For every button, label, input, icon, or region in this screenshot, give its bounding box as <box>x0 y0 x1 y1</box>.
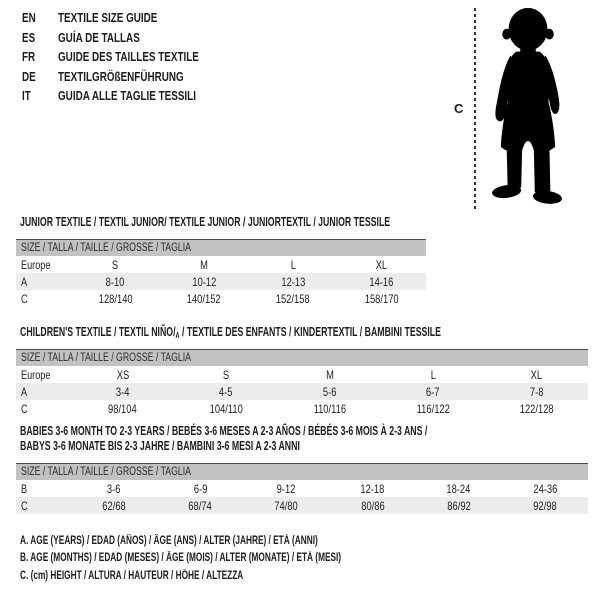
table-cell: 116/122 <box>416 401 450 416</box>
height-marker-dotted-line <box>474 8 476 210</box>
language-guide-title: TEXTILE SIZE GUIDE <box>58 10 158 26</box>
row-label: C <box>21 291 28 306</box>
table-cell: S <box>112 257 119 272</box>
height-marker-label: C <box>454 101 464 116</box>
table-cell: 12-18 <box>360 481 385 496</box>
table-cell: 9-12 <box>277 481 296 496</box>
table-cell: 158/170 <box>364 291 399 306</box>
language-code: EN <box>22 10 36 26</box>
table-cell: L <box>430 367 436 382</box>
table-row <box>16 273 426 290</box>
table-cell: XL <box>530 367 543 382</box>
table-cell: 10-12 <box>192 274 217 289</box>
babies-table-title-line1: BABIES 3-6 MONTH TO 2-3 YEARS / BEBÉS 3-6 MESES A 2-3 AÑOS / BÉBÉS 3-6 MOIS À 2-3 ANS / <box>20 424 428 438</box>
table-cell: 74/80 <box>274 498 299 513</box>
row-label: B <box>21 481 28 496</box>
language-guide-title: TEXTILGRÖßENFÜHRUNG <box>58 68 184 84</box>
table-cell: 7-8 <box>529 384 544 399</box>
footnote-b: B. AGE (MONTHS) / EDAD (MESES) / ÂGE (MOIS) / ALTER (MONATE) / ETÀ (MESI) <box>20 552 342 565</box>
size-header-label: SIZE / TALLA / TAILLE / GRÖSSE / TAGLIA <box>21 466 192 478</box>
table-cell: 24-36 <box>532 481 557 496</box>
table-cell: 5-6 <box>322 384 337 399</box>
language-row <box>22 47 243 67</box>
table-cell: 80/86 <box>360 498 385 513</box>
footnote-c: C. (cm) HEIGHT / ALTURA / HAUTEUR / HÖHE / ALTEZZA <box>20 569 244 582</box>
table-cell: 98/104 <box>108 401 138 416</box>
row-label: Europe <box>21 257 51 272</box>
row-label: Europe <box>21 367 51 382</box>
footnotes <box>20 533 466 585</box>
table-row <box>16 400 588 417</box>
table-cell: 3-6 <box>107 481 121 496</box>
table-cell: 104/110 <box>209 401 243 416</box>
table-cell: XS <box>116 367 129 382</box>
size-header-label: SIZE / TALLA / TAILLE / GRÖSSE / TAGLIA <box>21 242 192 254</box>
language-row <box>22 8 243 28</box>
language-row <box>22 86 243 106</box>
table-row <box>16 480 588 497</box>
row-label: A <box>21 384 28 399</box>
table-cell: 4-5 <box>219 384 233 399</box>
toddler-silhouette-image <box>481 5 575 211</box>
table-row <box>16 290 426 307</box>
language-code: IT <box>22 88 31 104</box>
size-header-label: SIZE / TALLA / TAILLE / GRÖSSE / TAGLIA <box>21 352 192 364</box>
junior-table-title <box>20 215 390 230</box>
table-cell: 12-13 <box>280 274 305 289</box>
children-size-table <box>16 349 588 417</box>
table-cell: 6-7 <box>426 384 440 399</box>
footnote-a: A. AGE (YEARS) / EDAD (AÑOS) / ÂGE (ANS) / ALTER (JAHRE) / ETÀ (ANNI) <box>20 535 318 547</box>
size-header-bar <box>16 240 426 256</box>
table-cell: 62/68 <box>102 498 126 513</box>
table-row <box>16 383 588 400</box>
table-cell: 86/92 <box>447 498 471 513</box>
language-guide-title: GUIDA ALLE TAGLIE TESSILI <box>58 88 196 104</box>
language-code: DE <box>22 68 36 84</box>
size-header-bar <box>16 464 588 480</box>
table-cell: 110/116 <box>313 401 346 416</box>
row-label: C <box>21 498 28 513</box>
language-code: ES <box>22 29 36 45</box>
table-cell: S <box>222 367 230 382</box>
language-code: FR <box>22 49 36 65</box>
language-row <box>22 67 243 87</box>
row-label: A <box>21 274 28 289</box>
table-row <box>16 366 588 383</box>
babies-size-table <box>16 463 588 514</box>
table-cell: 68/74 <box>188 498 212 513</box>
table-cell: 122/128 <box>519 401 554 416</box>
table-cell: 152/158 <box>275 291 310 306</box>
table-cell: 140/152 <box>187 291 222 306</box>
table-row <box>16 256 426 273</box>
table-cell: 6-9 <box>193 481 208 496</box>
table-cell: 18-24 <box>446 481 471 496</box>
language-row <box>22 28 243 48</box>
table-cell: 92/98 <box>533 498 557 513</box>
language-guide-title: GUIDE DES TAILLES TEXTILE <box>58 49 199 65</box>
language-guide <box>22 8 243 106</box>
table-cell: 3-4 <box>115 384 130 399</box>
children-table-title-subscript: A <box>175 331 180 340</box>
size-header-bar <box>16 350 588 366</box>
table-cell: 8-10 <box>106 274 125 289</box>
table-cell: 14-16 <box>369 274 394 289</box>
row-label: C <box>21 401 28 416</box>
language-guide-title: GUÍA DE TALLAS <box>58 29 140 45</box>
children-table-title <box>20 325 441 343</box>
babies-table-title-line2: BABYS 3-6 MONATE BIS 2-3 JAHRE / BAMBINI 3-6 MESI A 2-3 ANNI <box>20 439 300 453</box>
table-cell: 128/140 <box>98 291 133 306</box>
junior-table-title-text: JUNIOR TEXTILE / TEXTIL JUNIOR/ TEXTILE JUNIOR / JUNIORTEXTIL / JUNIOR TESSILE <box>20 215 391 229</box>
table-row <box>16 497 588 514</box>
babies-table-title <box>20 424 427 454</box>
table-cell: M <box>325 367 334 382</box>
table-cell: M <box>200 257 209 272</box>
table-cell: XL <box>375 257 388 272</box>
junior-size-table <box>16 239 426 307</box>
children-table-title-suffix: / TEXTILE DES ENFANTS / KINDERTEXTIL / BAMBINI TESSILE <box>179 325 441 339</box>
table-cell: L <box>290 257 296 272</box>
children-table-title-prefix: CHILDREN'S TEXTILE / TEXTIL NIÑO/ <box>20 325 176 339</box>
